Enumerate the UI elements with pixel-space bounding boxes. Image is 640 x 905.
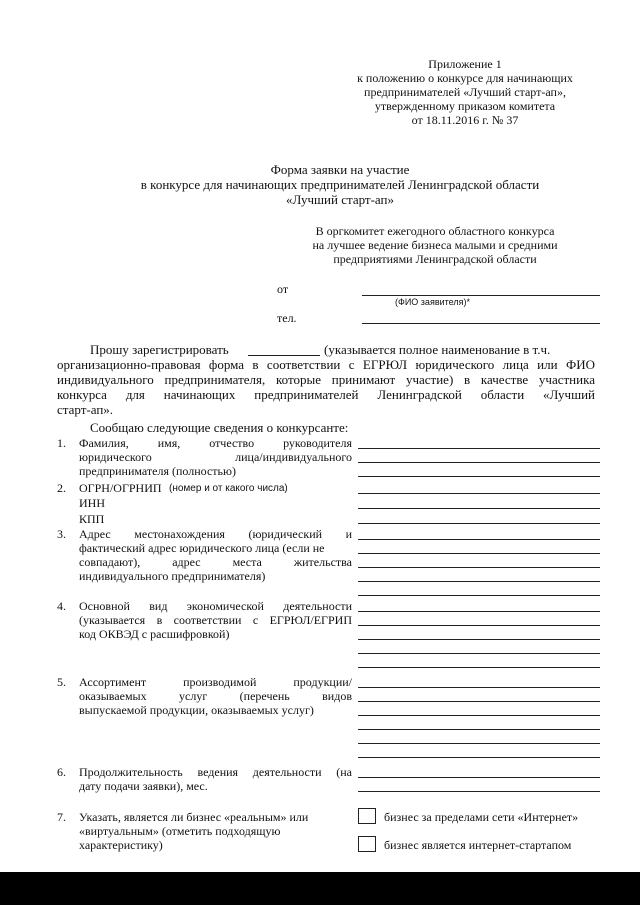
item-5-number: 5.	[57, 675, 66, 689]
applicant-name-sublabel: (ФИО заявителя)*	[395, 297, 470, 307]
item-4-line-2: (указывается в соответствии с ЕГРЮЛ/ЕГРИП	[79, 613, 352, 627]
option-offline-business-label: бизнес за пределами сети «Интернет»	[384, 810, 579, 824]
appendix-line-1: к положению о конкурсе для начинающих	[357, 71, 573, 85]
item-7-line-1: Указать, является ли бизнес «реальным» или	[79, 810, 309, 824]
form-title-line-2: в конкурсе для начинающих предпринимателей Ленинградской области	[140, 177, 540, 192]
addressee-line-2: на лучшее ведение бизнеса малыми и средними	[312, 238, 558, 252]
item-5-line-1: Ассортимент производимой продукции/	[79, 675, 352, 689]
appendix-title: Приложение 1	[428, 57, 502, 71]
item-2-field-kpp[interactable]	[358, 523, 600, 524]
item-6-field-1[interactable]	[358, 777, 600, 778]
item-6-line-2: дату подачи заявки), мес.	[79, 779, 208, 793]
item-5-field-2[interactable]	[358, 701, 600, 702]
appendix-line-2: предпринимателей «Лучший старт-ап»,	[364, 85, 566, 99]
item-2-note: (номер и от какого числа)	[169, 483, 288, 494]
request-line-5: старт-ап».	[57, 402, 114, 417]
item-5-field-5[interactable]	[358, 743, 600, 744]
item-5-field-1[interactable]	[358, 687, 600, 688]
item-2-field-ogrn[interactable]	[358, 493, 600, 494]
request-line-2: организационно-правовая форма в соответствии с ЕГРЮЛ юридического лица или ФИО	[57, 357, 595, 372]
participant-name-field[interactable]	[248, 355, 320, 356]
request-line-4: конкурса для начинающих предпринимателей Ленинградской области «Лучший	[57, 387, 595, 402]
item-6-number: 6.	[57, 765, 66, 779]
item-4-field-4[interactable]	[358, 653, 600, 654]
intro-text: Сообщаю следующие сведения о конкурсанте:	[90, 420, 349, 435]
item-3-field-3[interactable]	[358, 567, 600, 568]
checkbox-internet-startup[interactable]	[358, 836, 376, 852]
item-4-number: 4.	[57, 599, 66, 613]
item-2-line-2: ИНН	[79, 496, 105, 510]
phone-label: тел.	[277, 311, 297, 325]
item-2-number: 2.	[57, 481, 66, 495]
option-internet-startup-label: бизнес является интернет-стартапом	[384, 838, 572, 852]
item-3-field-1[interactable]	[358, 539, 600, 540]
item-1-line-2: юридического лица/индивидуального	[79, 450, 352, 464]
request-line-3: индивидуального предпринимателя, которые принимают участие) в качестве участника	[57, 372, 595, 387]
item-3-number: 3.	[57, 527, 66, 541]
item-5-field-6[interactable]	[358, 757, 600, 758]
item-4-field-3[interactable]	[358, 639, 600, 640]
item-1-field-3[interactable]	[358, 476, 600, 477]
item-5-field-4[interactable]	[358, 729, 600, 730]
form-title-line-1: Форма заявки на участие	[270, 162, 410, 177]
checkbox-offline-business[interactable]	[358, 808, 376, 824]
addressee-line-1: В оргкомитет ежегодного областного конкурса	[315, 224, 555, 238]
item-3-line-3: совпадают), адрес места жительства	[79, 555, 352, 569]
addressee-line-3: предприятиями Ленинградской области	[333, 252, 537, 266]
phone-field[interactable]	[362, 323, 600, 324]
item-1-line-1: Фамилия, имя, отчество руководителя	[79, 436, 352, 450]
item-1-field-1[interactable]	[358, 448, 600, 449]
applicant-name-field[interactable]	[362, 295, 600, 296]
request-line-1b: (указывается полное наименование в т.ч.	[324, 342, 551, 357]
item-4-line-3: код ОКВЭД с расшифровкой)	[79, 627, 230, 641]
item-1-number: 1.	[57, 436, 66, 450]
item-3-line-1: Адрес местонахождения (юридический и	[79, 527, 352, 541]
item-5-line-2: оказываемых услуг (перечень видов	[79, 689, 352, 703]
item-2-field-inn[interactable]	[358, 508, 600, 509]
item-3-line-4: индивидуального предпринимателя)	[79, 569, 266, 583]
item-2-line-1: ОГРН/ОГРНИП	[79, 481, 162, 495]
item-4-field-1[interactable]	[358, 611, 600, 612]
request-line-1a: Прошу зарегистрировать	[90, 342, 229, 357]
item-3-field-4[interactable]	[358, 581, 600, 582]
form-title-line-3: «Лучший старт-ап»	[286, 192, 394, 207]
item-7-number: 7.	[57, 810, 66, 824]
item-3-line-2: фактический адрес юридического лица (если не	[79, 541, 325, 555]
appendix-line-3: утвержденному приказом комитета	[374, 99, 556, 113]
item-1-line-3: предпринимателя (полностью)	[79, 464, 236, 478]
item-2-line-3: КПП	[79, 512, 105, 526]
item-3-field-2[interactable]	[358, 553, 600, 554]
item-7-line-2: «виртуальным» (отметить подходящую	[79, 824, 281, 838]
scan-bottom-edge	[0, 872, 640, 905]
item-4-field-2[interactable]	[358, 625, 600, 626]
item-6-line-1: Продолжительность ведения деятельности (на	[79, 765, 352, 779]
item-6-field-2[interactable]	[358, 791, 600, 792]
item-4-field-5[interactable]	[358, 667, 600, 668]
item-4-line-1: Основной вид экономической деятельности	[79, 599, 352, 613]
item-1-field-2[interactable]	[358, 462, 600, 463]
from-label: от	[277, 282, 289, 296]
item-7-line-3: характеристику)	[79, 838, 163, 852]
item-5-line-3: выпускаемой продукции, оказываемых услуг)	[79, 703, 314, 717]
item-3-field-5[interactable]	[358, 595, 600, 596]
item-5-field-3[interactable]	[358, 715, 600, 716]
appendix-line-4: от 18.11.2016 г. № 37	[411, 113, 519, 127]
